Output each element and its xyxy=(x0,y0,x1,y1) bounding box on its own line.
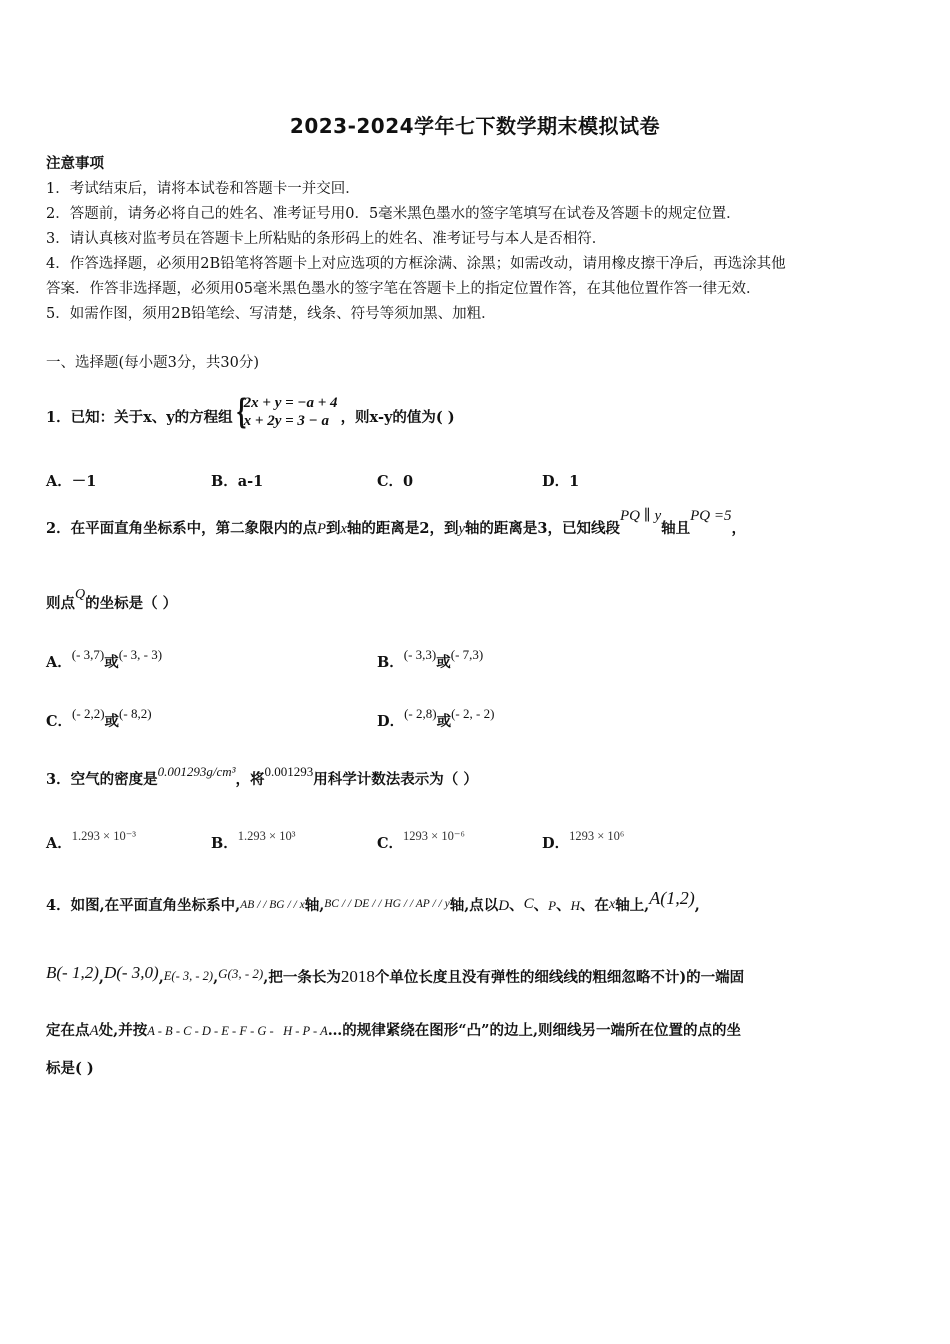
option-label: A． xyxy=(46,654,72,671)
option-value: 1293 × 10⁶ xyxy=(569,829,625,843)
q1-equation-system xyxy=(236,394,338,430)
q2-option-d xyxy=(377,706,495,731)
q4-math: B(- 1,2) xyxy=(46,963,99,982)
q3-mid: ，将 xyxy=(235,771,265,788)
q4-text: ,把一条长为 xyxy=(263,969,341,986)
q1-suffix: ，则x-y的值为( ) xyxy=(340,409,455,426)
question-4-line2 xyxy=(46,963,745,987)
option-value: 1293 × 10⁻⁶ xyxy=(403,829,465,843)
q4-math: D xyxy=(498,898,510,914)
q4-text: 定在点 xyxy=(46,1022,90,1039)
q4-math: G(3, - 2) xyxy=(218,966,264,981)
q2-comma: ， xyxy=(731,520,746,537)
q4-text: 、在 xyxy=(579,897,609,914)
q1-eq2: x + 2y = 3 − a xyxy=(243,413,330,429)
brace-icon: { xyxy=(235,392,247,432)
option-value: (- 3, - 3) xyxy=(118,647,163,662)
section-heading: 一、选择题(每小题3分，共30分) xyxy=(46,355,259,371)
q3-prefix: 3．空气的密度是 xyxy=(46,771,158,788)
option-label: B． xyxy=(211,835,238,852)
q4-math: x xyxy=(608,897,616,912)
question-1 xyxy=(46,392,455,436)
notice-item: 5．如需作图，须用2B铅笔绘、写清楚，线条、符号等须加黑、加粗． xyxy=(46,306,496,322)
q2-length: PQ =5 xyxy=(690,508,732,524)
notice-item: 2．答题前，请务必将自己的姓名、准考证号用0．5毫米黑色墨水的签字笔填写在试卷及答题卡的规定位置． xyxy=(46,206,741,222)
q1-option-d: D．1 xyxy=(542,473,580,490)
q4-text: 个单位长度且没有弹性的细线线的粗细忽略不计)的一端固 xyxy=(374,969,745,986)
notice-item: 4．作答选择题，必须用2B铅笔将答题卡上对应选项的方框涂满、涂黑；如需改动，请用橡皮擦干净后，再选涂其他 xyxy=(46,256,786,272)
q1-eq1: 2x + y = −a + 4 xyxy=(243,395,338,411)
q2-mid2: 轴的距离是3，已知线段 xyxy=(464,520,621,537)
option-value: 1.293 × 10³ xyxy=(237,829,296,843)
q4-math: AB / / BG / / x xyxy=(240,899,305,911)
q2-mid1: 轴的距离是2，到 xyxy=(346,520,459,537)
option-or: 或 xyxy=(436,654,451,671)
option-label: B． xyxy=(377,654,404,671)
q3-option-b xyxy=(211,829,296,853)
q4-math: C xyxy=(523,896,534,912)
option-value: (- 2, - 2) xyxy=(451,706,495,721)
question-3 xyxy=(46,764,478,789)
q4-text: , xyxy=(213,969,219,986)
q4-math: A xyxy=(89,1023,99,1039)
option-value: (- 2,2) xyxy=(72,706,105,721)
option-or: 或 xyxy=(104,713,120,730)
q1-prefix: 1．已知：关于x、y的方程组 xyxy=(46,409,233,426)
q2-option-a xyxy=(46,647,163,672)
q2-point-q: Q xyxy=(75,587,86,602)
q4-math: 2018 xyxy=(340,967,375,986)
q2-x: x xyxy=(340,521,347,537)
q2-line2-prefix: 则点 xyxy=(46,595,75,612)
q4-text: 4．如图,在平面直角坐标系中, xyxy=(46,897,241,914)
question-4-line4: 标是( ) xyxy=(46,1060,94,1077)
option-label: C． xyxy=(46,713,73,730)
notice-item: 3．请认真核对监考员在答题卡上所粘贴的条形码上的姓名、准考证号与本人是否相符． xyxy=(46,231,607,247)
option-label: A． xyxy=(46,835,72,852)
q4-math: E(- 3, - 2) xyxy=(163,969,214,983)
q2-point-p: P xyxy=(317,521,326,537)
q4-text: , xyxy=(158,969,164,986)
q4-text: 轴上, xyxy=(615,897,650,914)
q4-text: 、 xyxy=(509,897,524,914)
q4-text: 、 xyxy=(556,897,571,914)
q3-option-a xyxy=(46,829,137,853)
q4-text: …的规律紧绕在图形“凸”的边上,则细线另一端所在位置的点的坐 xyxy=(327,1022,741,1039)
q4-math: H xyxy=(570,898,580,913)
q4-math: A(1,2) xyxy=(649,888,695,908)
q3-number: 0.001293 xyxy=(264,764,314,779)
option-value: (- 3,3) xyxy=(403,647,437,662)
q4-text: 轴, xyxy=(304,897,325,914)
option-label: D． xyxy=(542,835,570,852)
q1-option-c: C．0 xyxy=(377,473,414,490)
q4-text: , xyxy=(98,969,104,986)
q3-option-c xyxy=(377,829,465,853)
q4-math: A - B - C - D - E - F - G - H - P - A xyxy=(147,1024,328,1038)
notice-heading: 注意事项 xyxy=(46,155,104,172)
option-value: 1.293 × 10⁻³ xyxy=(71,829,137,843)
q2-to: 到 xyxy=(325,520,341,537)
q3-density: 0.001293g/cm³ xyxy=(157,764,236,779)
q2-y: y xyxy=(458,521,465,537)
option-or: 或 xyxy=(436,713,452,730)
q4-math: P xyxy=(548,898,557,913)
q3-option-d xyxy=(542,829,625,853)
q2-line2-suffix: 的坐标是（ ） xyxy=(85,595,178,612)
option-value: (- 2,8) xyxy=(404,706,437,721)
page-title: 2023-2024学年七下数学期末模拟试卷 xyxy=(289,114,661,138)
q2-option-c xyxy=(46,706,152,731)
q2-axis-and: 轴且 xyxy=(661,520,691,537)
q1-option-a: A．－1 xyxy=(46,473,97,490)
question-4-line1 xyxy=(46,888,700,915)
option-value: (- 7,3) xyxy=(450,647,484,662)
option-label: D． xyxy=(377,713,405,730)
q2-option-b xyxy=(377,647,484,672)
q2-prefix: 2．在平面直角坐标系中，第二象限内的点 xyxy=(46,520,318,537)
option-value: (- 8,2) xyxy=(119,706,152,721)
q4-math: BC / / DE / / HG / / AP / / y xyxy=(324,898,450,910)
q4-math: D(- 3,0) xyxy=(103,963,159,982)
q4-text: 、 xyxy=(533,897,549,914)
notice-item: 1．考试结束后，请将本试卷和答题卡一并交回． xyxy=(46,181,360,197)
option-value: (- 3,7) xyxy=(71,647,105,662)
question-2-line2 xyxy=(46,587,178,613)
q4-text: 处,并按 xyxy=(98,1022,148,1039)
q4-text: , xyxy=(694,897,700,914)
q1-option-b: B．a-1 xyxy=(211,473,264,490)
question-4-line3 xyxy=(46,1019,741,1040)
option-label: C． xyxy=(377,835,404,852)
q2-parallel: PQ ∥ y xyxy=(620,508,662,524)
option-or: 或 xyxy=(104,654,119,671)
question-2-line1 xyxy=(46,508,746,538)
q3-suffix: 用科学计数法表示为（ ） xyxy=(313,771,478,788)
notice-item: 答案．作答非选择题，必须用05毫米黑色墨水的签字笔在答题卡上的指定位置作答，在其他位置作答一律无效． xyxy=(46,281,761,297)
q4-text: 轴,点以 xyxy=(449,897,499,914)
